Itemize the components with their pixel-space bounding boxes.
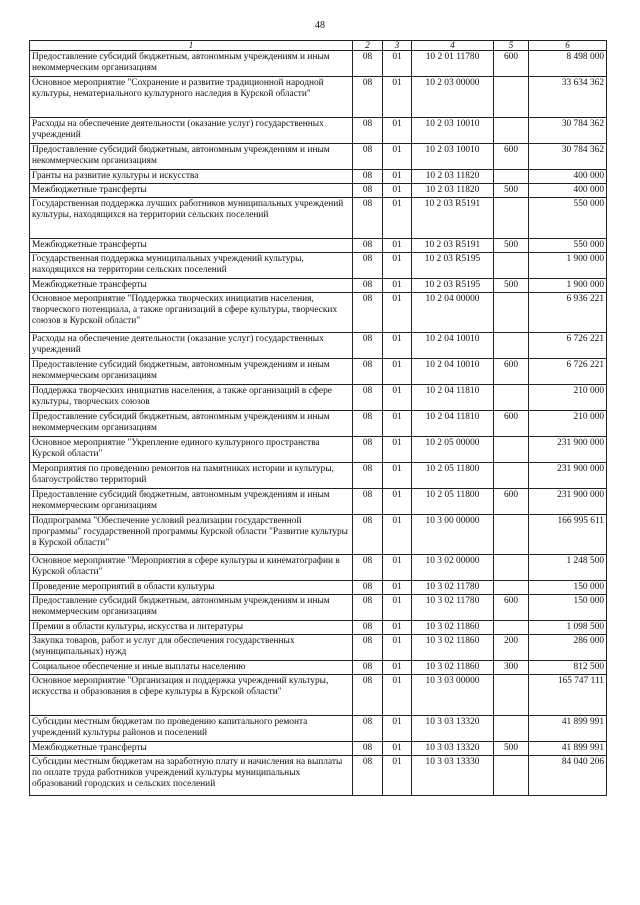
table-row [30,51,607,77]
table-row [30,293,607,333]
table-row [30,279,607,293]
row-expense-type [494,621,529,635]
table-row [30,253,607,279]
row-amount: 150 000 [529,581,607,595]
row-section: 08 [353,279,383,293]
row-expense-type: 500 [494,184,529,198]
table-row [30,555,607,581]
table-row [30,333,607,359]
row-expense-type [494,198,529,239]
row-expense-type [494,555,529,581]
row-name: Межбюджетные трансферты [30,742,353,756]
row-target-article: 10 3 02 11780 [412,595,494,621]
row-amount: 231 900 000 [529,463,607,489]
row-subsection: 01 [383,279,412,293]
row-expense-type [494,170,529,184]
row-amount: 231 900 000 [529,489,607,515]
table-row [30,489,607,515]
row-expense-type: 300 [494,661,529,675]
row-subsection: 01 [383,333,412,359]
budget-table [29,40,607,796]
row-section: 08 [353,661,383,675]
row-name: Поддержка творческих инициатив населения, а также организаций в сфере культуры, творческих союзов [30,385,353,411]
row-subsection: 01 [383,359,412,385]
row-subsection: 01 [383,515,412,555]
table-row [30,463,607,489]
row-section: 08 [353,581,383,595]
table-row [30,184,607,198]
row-section: 08 [353,742,383,756]
row-name: Мероприятия по проведению ремонтов на памятниках истории и культуры, благоустройство территорий [30,463,353,489]
row-target-article: 10 2 03 R5195 [412,253,494,279]
row-section: 08 [353,635,383,661]
row-subsection: 01 [383,621,412,635]
row-amount: 550 000 [529,239,607,253]
row-section: 08 [353,437,383,463]
row-expense-type [494,675,529,716]
row-amount: 33 634 362 [529,77,607,118]
row-subsection: 01 [383,184,412,198]
table-row [30,716,607,742]
row-name: Расходы на обеспечение деятельности (оказание услуг) государственных учреждений [30,333,353,359]
row-amount: 30 784 362 [529,118,607,144]
row-name: Межбюджетные трансферты [30,184,353,198]
row-target-article: 10 2 05 11800 [412,463,494,489]
table-row [30,742,607,756]
table-row [30,239,607,253]
row-section: 08 [353,77,383,118]
table-row [30,385,607,411]
row-target-article: 10 3 03 13320 [412,742,494,756]
row-section: 08 [353,359,383,385]
row-subsection: 01 [383,411,412,437]
row-name: Проведение мероприятий в области культуры [30,581,353,595]
row-subsection: 01 [383,675,412,716]
table-row [30,635,607,661]
row-expense-type: 600 [494,51,529,77]
row-target-article: 10 3 00 00000 [412,515,494,555]
row-amount: 41 899 991 [529,716,607,742]
row-target-article: 10 3 02 11780 [412,581,494,595]
row-expense-type: 500 [494,742,529,756]
table-row [30,144,607,170]
table-row [30,118,607,144]
row-target-article: 10 3 03 00000 [412,675,494,716]
row-expense-type [494,293,529,333]
table-row [30,661,607,675]
table-row [30,595,607,621]
row-expense-type: 600 [494,359,529,385]
row-expense-type [494,515,529,555]
row-expense-type: 600 [494,411,529,437]
row-name: Предоставление субсидий бюджетным, автономным учреждениям и иным некоммерческим организациям [30,144,353,170]
row-target-article: 10 3 02 11860 [412,635,494,661]
row-section: 08 [353,756,383,796]
row-amount: 41 899 991 [529,742,607,756]
row-section: 08 [353,253,383,279]
row-name: Межбюджетные трансферты [30,239,353,253]
row-section: 08 [353,515,383,555]
row-target-article: 10 3 02 11860 [412,661,494,675]
row-target-article: 10 2 04 11810 [412,411,494,437]
row-target-article: 10 2 03 00000 [412,77,494,118]
row-expense-type: 500 [494,239,529,253]
row-subsection: 01 [383,198,412,239]
row-amount: 400 000 [529,184,607,198]
row-section: 08 [353,555,383,581]
row-subsection: 01 [383,51,412,77]
row-expense-type [494,118,529,144]
row-target-article: 10 2 04 00000 [412,293,494,333]
row-name: Государственная поддержка лучших работников муниципальных учреждений культуры, находящихся на территории сельских поселений [30,198,353,239]
row-expense-type: 500 [494,279,529,293]
row-section: 08 [353,489,383,515]
table-row [30,198,607,239]
row-section: 08 [353,463,383,489]
row-target-article: 10 2 03 R5195 [412,279,494,293]
row-subsection: 01 [383,463,412,489]
row-amount: 150 000 [529,595,607,621]
row-amount: 1 098 500 [529,621,607,635]
row-name: Основное мероприятие "Поддержка творческих инициатив населения, творческого потенциала, а также организаций в сфере культуры, творческих союзов в Курской области" [30,293,353,333]
row-name: Предоставление субсидий бюджетным, автономным учреждениям и иным некоммерческим организациям [30,489,353,515]
row-target-article: 10 2 03 R5191 [412,239,494,253]
row-subsection: 01 [383,635,412,661]
row-amount: 210 000 [529,385,607,411]
row-expense-type [494,437,529,463]
row-subsection: 01 [383,581,412,595]
row-expense-type [494,333,529,359]
row-name: Закупка товаров, работ и услуг для обеспечения государственных (муниципальных) нужд [30,635,353,661]
table-row [30,756,607,796]
row-target-article: 10 2 04 10010 [412,359,494,385]
row-section: 08 [353,385,383,411]
row-name: Субсидии местным бюджетам на заработную плату и начисления на выплаты по оплате труда работников учреждений культуры муниципальных образований городских и сельских поселений [30,756,353,796]
row-section: 08 [353,333,383,359]
header-col-2: 2 [353,41,383,51]
header-col-4: 4 [412,41,494,51]
row-section: 08 [353,293,383,333]
table-row [30,77,607,118]
row-name: Основное мероприятие "Организация и поддержка учреждений культуры, искусства и образования в сфере культуры в Курской области" [30,675,353,716]
row-name: Расходы на обеспечение деятельности (оказание услуг) государственных учреждений [30,118,353,144]
row-subsection: 01 [383,661,412,675]
header-col-6: 6 [529,41,607,51]
row-section: 08 [353,239,383,253]
row-name: Предоставление субсидий бюджетным, автономным учреждениям и иным некоммерческим организациям [30,359,353,385]
row-subsection: 01 [383,170,412,184]
row-expense-type [494,77,529,118]
row-target-article: 10 2 03 11820 [412,170,494,184]
row-amount: 6 726 221 [529,359,607,385]
table-row [30,359,607,385]
row-section: 08 [353,675,383,716]
row-name: Гранты на развитие культуры и искусства [30,170,353,184]
header-col-3: 3 [383,41,412,51]
table-row [30,621,607,635]
row-amount: 210 000 [529,411,607,437]
row-amount: 550 000 [529,198,607,239]
row-name: Межбюджетные трансферты [30,279,353,293]
row-subsection: 01 [383,742,412,756]
row-target-article: 10 3 02 11860 [412,621,494,635]
row-section: 08 [353,411,383,437]
table-row [30,581,607,595]
row-target-article: 10 2 03 10010 [412,118,494,144]
row-expense-type: 600 [494,489,529,515]
page-number: 48 [315,20,325,31]
row-target-article: 10 2 01 11780 [412,51,494,77]
table-header-row [30,41,607,51]
row-amount: 812 500 [529,661,607,675]
row-section: 08 [353,621,383,635]
row-expense-type: 600 [494,595,529,621]
table-body [30,51,607,796]
row-name: Подпрограмма "Обеспечение условий реализации государственной программы" государственной программы Курской области "Развитие культуры в Курской области" [30,515,353,555]
row-subsection: 01 [383,716,412,742]
row-amount: 231 900 000 [529,437,607,463]
row-subsection: 01 [383,555,412,581]
row-subsection: 01 [383,118,412,144]
row-subsection: 01 [383,489,412,515]
row-target-article: 10 3 02 00000 [412,555,494,581]
header-col-5: 5 [494,41,529,51]
row-amount: 30 784 362 [529,144,607,170]
row-expense-type [494,253,529,279]
row-target-article: 10 2 03 11820 [412,184,494,198]
row-section: 08 [353,595,383,621]
row-subsection: 01 [383,595,412,621]
row-expense-type [494,463,529,489]
row-target-article: 10 2 03 10010 [412,144,494,170]
row-amount: 165 747 111 [529,675,607,716]
row-name: Основное мероприятие "Укрепление единого культурного пространства Курской области" [30,437,353,463]
row-amount: 1 248 500 [529,555,607,581]
row-subsection: 01 [383,756,412,796]
row-expense-type: 200 [494,635,529,661]
row-target-article: 10 3 03 13320 [412,716,494,742]
row-name: Основное мероприятие "Сохранение и развитие традиционной народной культуры, нематериального культурного наследия в Курской области" [30,77,353,118]
row-subsection: 01 [383,385,412,411]
row-expense-type [494,581,529,595]
row-amount: 166 995 611 [529,515,607,555]
row-section: 08 [353,144,383,170]
row-name: Социальное обеспечение и иные выплаты населению [30,661,353,675]
row-section: 08 [353,51,383,77]
row-expense-type [494,756,529,796]
row-section: 08 [353,184,383,198]
row-subsection: 01 [383,144,412,170]
table-row [30,170,607,184]
row-name: Предоставление субсидий бюджетным, автономным учреждениям и иным некоммерческим организациям [30,411,353,437]
row-amount: 286 000 [529,635,607,661]
row-name: Государственная поддержка муниципальных учреждений культуры, находящихся на территории сельских поселений [30,253,353,279]
row-subsection: 01 [383,77,412,118]
row-subsection: 01 [383,293,412,333]
row-section: 08 [353,118,383,144]
row-amount: 1 900 000 [529,279,607,293]
row-amount: 6 936 221 [529,293,607,333]
row-expense-type [494,716,529,742]
row-name: Предоставление субсидий бюджетным, автономным учреждениям и иным некоммерческим организациям [30,51,353,77]
row-name: Премии в области культуры, искусства и литературы [30,621,353,635]
table-row [30,515,607,555]
row-section: 08 [353,170,383,184]
row-target-article: 10 2 04 10010 [412,333,494,359]
row-name: Предоставление субсидий бюджетным, автономным учреждениям и иным некоммерческим организациям [30,595,353,621]
row-target-article: 10 2 03 R5191 [412,198,494,239]
row-target-article: 10 2 05 00000 [412,437,494,463]
row-expense-type [494,385,529,411]
row-subsection: 01 [383,253,412,279]
row-amount: 84 040 206 [529,756,607,796]
row-amount: 6 726 221 [529,333,607,359]
table-row [30,675,607,716]
row-subsection: 01 [383,437,412,463]
row-name: Субсидии местным бюджетам по проведению капитального ремонта учреждений культуры районов и поселений [30,716,353,742]
row-expense-type: 600 [494,144,529,170]
row-target-article: 10 2 05 11800 [412,489,494,515]
row-section: 08 [353,198,383,239]
row-amount: 400 000 [529,170,607,184]
row-amount: 8 498 000 [529,51,607,77]
row-amount: 1 900 000 [529,253,607,279]
row-section: 08 [353,716,383,742]
table-row [30,411,607,437]
row-target-article: 10 2 04 11810 [412,385,494,411]
row-name: Основное мероприятие "Мероприятия в сфере культуры и кинематографии в Курской области" [30,555,353,581]
header-col-1: 1 [30,41,353,51]
table-row [30,437,607,463]
row-target-article: 10 3 03 13330 [412,756,494,796]
row-subsection: 01 [383,239,412,253]
